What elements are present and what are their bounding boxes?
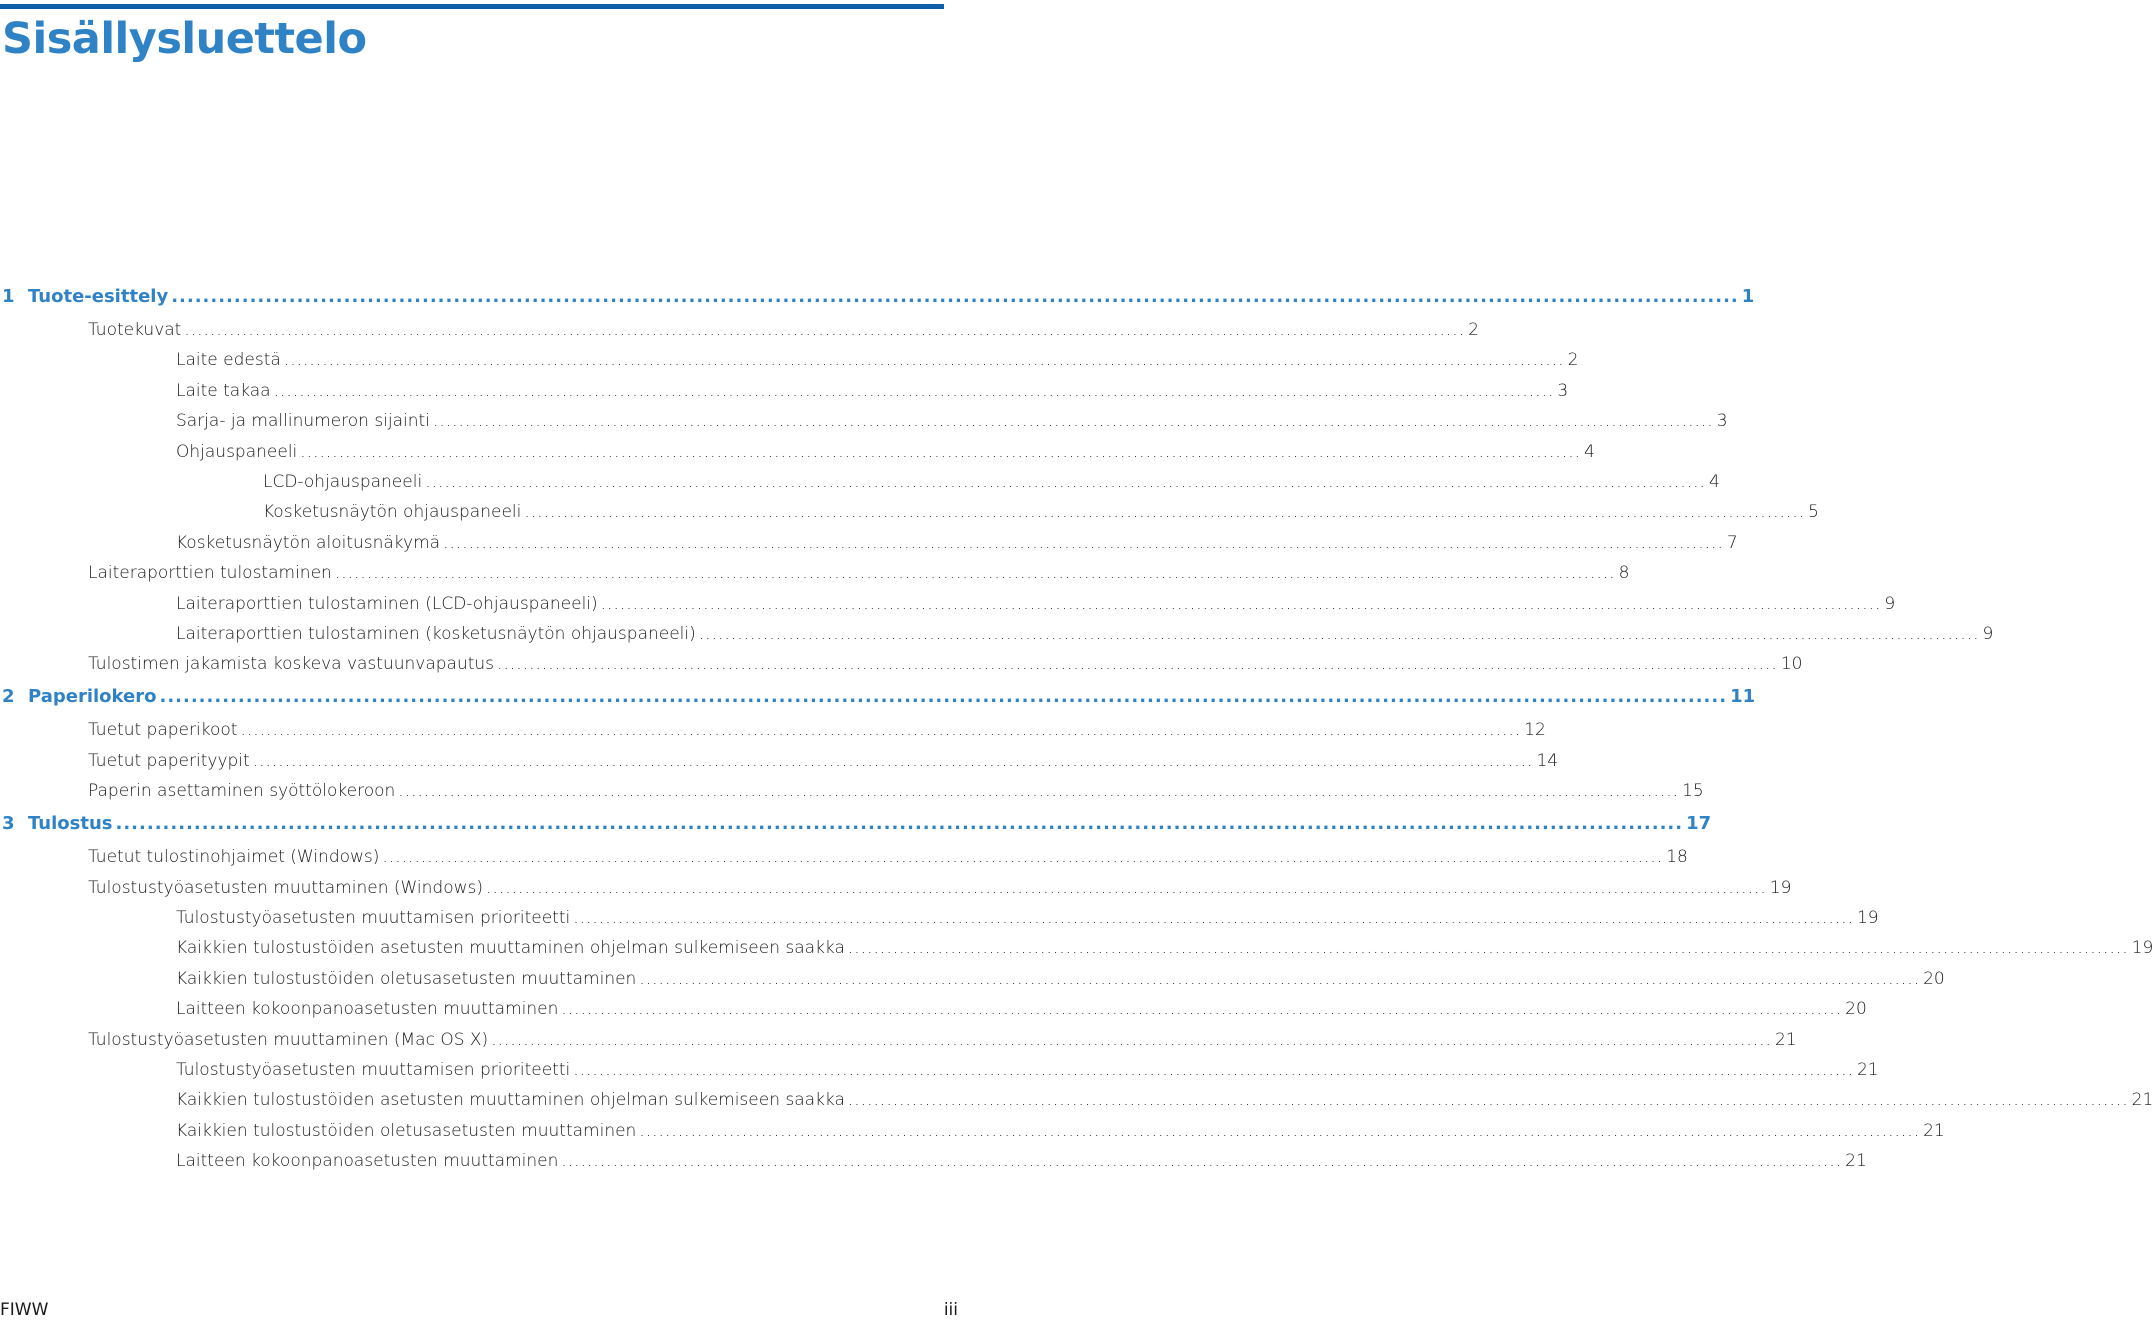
- toc-entry[interactable]: [88, 651, 1803, 677]
- toc-entry-title: LCD-ohjauspaneeli: [263, 472, 423, 492]
- toc-entry-title: Ohjauspaneeli: [176, 441, 298, 462]
- dot-leader: ........................................................................................................................................................................................................: [573, 1060, 1854, 1080]
- toc-entry-title: Laite takaa: [176, 380, 271, 401]
- toc-page-number: 21: [1856, 1060, 1879, 1080]
- dot-leader: ........................................................................................................................................................................................................: [847, 938, 2129, 959]
- toc-entry-title: Laitteen kokoonpanoasetusten muuttaminen: [176, 999, 559, 1020]
- dot-leader: ........................................................................................................................................................................................................: [252, 750, 1534, 771]
- dot-leader: ........................................................................................................................................................................................................: [334, 563, 1616, 584]
- toc-page-number: 17: [1686, 813, 1712, 835]
- toc-entry[interactable]: [176, 591, 1896, 617]
- dot-leader: ........................................................................................................................................................................................................: [240, 720, 1522, 741]
- toc-entry-title: Tuetut paperikoot: [88, 720, 238, 741]
- toc-page-number: 19: [2131, 938, 2153, 959]
- toc-page-number: 21: [2131, 1090, 2153, 1111]
- toc-entry[interactable]: [176, 1087, 2153, 1113]
- dot-leader: ........................................................................................................................................................................................................: [283, 350, 1565, 371]
- toc-entry-title: Laite edestä: [176, 350, 281, 371]
- toc-page-number: 19: [1769, 877, 1792, 898]
- dot-leader: ........................................................................................................................................................................................................: [382, 847, 1664, 868]
- toc-page-number: 11: [1730, 686, 1756, 708]
- dot-leader: ........................................................................................................................................................................................................: [443, 532, 1724, 553]
- toc-entry[interactable]: [176, 1057, 1879, 1083]
- dot-leader: ........................................................................................................................................................................................................: [398, 781, 1680, 802]
- toc-entry-title: Tulostustyöasetusten muuttamisen prioriteetti: [176, 1060, 571, 1080]
- toc-page-number: 1: [1741, 286, 1755, 307]
- toc-page-number: 3: [1557, 380, 1569, 401]
- toc-entry[interactable]: [176, 935, 2153, 961]
- toc-chapter-entry[interactable]: [2, 684, 1756, 710]
- toc-page-number: 12: [1524, 720, 1546, 741]
- dot-leader: ........................................................................................................................................................................................................: [497, 654, 1778, 675]
- dot-leader: ........................................................................................................................................................................................................: [639, 968, 1921, 989]
- dot-leader: ........................................................................................................................................................................................................: [159, 686, 1728, 708]
- dot-leader: ........................................................................................................................................................................................................: [524, 502, 1806, 523]
- toc-entry-title: Tulostustyöasetusten muuttamisen prioriteetti: [176, 908, 571, 928]
- toc-page-number: 9: [1884, 593, 1896, 614]
- toc-entry-title: Tulostustyöasetusten muuttaminen (Windows): [88, 877, 484, 898]
- toc-entry-title: Laitteen kokoonpanoasetusten muuttaminen: [176, 1151, 559, 1172]
- toc-entry-title: Kaikkien tulostustöiden oletusasetusten muuttaminen: [176, 968, 637, 989]
- toc-entry[interactable]: [176, 439, 1595, 465]
- chapter-number: 2: [2, 686, 15, 708]
- toc-entry-title: Kosketusnäytön ohjauspaneeli: [263, 502, 522, 523]
- footer-left: FIWW: [0, 1300, 49, 1320]
- toc-entry[interactable]: [176, 378, 1569, 404]
- toc-entry-title: Tuetut tulostinohjaimet (Windows): [88, 847, 380, 868]
- toc-page-number: 2: [1567, 350, 1579, 371]
- dot-leader: ........................................................................................................................................................................................................: [698, 624, 1980, 644]
- toc-entry[interactable]: [88, 748, 1559, 774]
- toc-chapter-entry[interactable]: [2, 284, 1755, 310]
- toc-entry-title: Tulostimen jakamista koskeva vastuunvapautus: [88, 654, 495, 675]
- toc-page-number: 20: [1845, 999, 1867, 1020]
- toc-entry-title: Tuotekuvat: [88, 320, 182, 340]
- dot-leader: ........................................................................................................................................................................................................: [561, 999, 1843, 1020]
- toc-entry-title: Paperilokero: [28, 686, 157, 708]
- page-title: Sisällysluettelo: [2, 14, 367, 64]
- toc-page-number: 9: [1982, 624, 1994, 644]
- toc-page-number: 7: [1726, 532, 1738, 553]
- dot-leader: ........................................................................................................................................................................................................: [491, 1029, 1772, 1050]
- toc-page-number: 20: [1923, 968, 1945, 989]
- dot-leader: ........................................................................................................................................................................................................: [273, 380, 1555, 401]
- toc-entry[interactable]: [263, 499, 1819, 525]
- toc-entry[interactable]: [263, 469, 1720, 495]
- toc-entry[interactable]: [176, 1148, 1867, 1174]
- dot-leader: ........................................................................................................................................................................................................: [300, 441, 1582, 462]
- dot-leader: ........................................................................................................................................................................................................: [486, 877, 1767, 898]
- toc-entry[interactable]: [88, 1027, 1797, 1053]
- toc-entry-title: Tulostus: [28, 813, 113, 835]
- toc-page-number: 18: [1666, 847, 1688, 868]
- toc-page-number: 5: [1808, 502, 1819, 523]
- footer-page-number: iii: [943, 1300, 958, 1320]
- toc-entry[interactable]: [88, 778, 1704, 804]
- dot-leader: ........................................................................................................................................................................................................: [600, 593, 1882, 614]
- toc-page-number: 19: [1856, 908, 1879, 928]
- toc-entry-title: Sarja- ja mallinumeron sijainti: [176, 411, 430, 432]
- toc-page-number: 2: [1468, 320, 1479, 340]
- toc-page-number: 15: [1682, 781, 1704, 802]
- dot-leader: ........................................................................................................................................................................................................: [561, 1151, 1843, 1172]
- toc-entry-title: Tuote-esittely: [28, 286, 169, 307]
- toc-entry-title: Kaikkien tulostustöiden oletusasetusten muuttaminen: [176, 1120, 637, 1141]
- toc-entry[interactable]: [88, 717, 1546, 743]
- toc-page-number: 21: [1774, 1029, 1797, 1050]
- toc-entry[interactable]: [176, 408, 1728, 434]
- toc-entry-title: Kaikkien tulostustöiden asetusten muuttaminen ohjelman sulkemiseen saakka: [176, 938, 845, 959]
- toc-entry-title: Laiteraporttien tulostaminen (LCD-ohjauspaneeli): [176, 593, 598, 614]
- toc-entry[interactable]: [88, 317, 1479, 343]
- toc-page-number: 10: [1780, 654, 1803, 675]
- toc-entry[interactable]: [88, 560, 1630, 586]
- toc-entry-title: Kosketusnäytön aloitusnäkymä: [176, 532, 441, 553]
- dot-leader: ........................................................................................................................................................................................................: [639, 1120, 1921, 1141]
- toc-entry-title: Tulostustyöasetusten muuttaminen (Mac OS X): [88, 1029, 489, 1050]
- top-rule: [0, 4, 944, 9]
- toc-entry-title: Paperin asettaminen syöttölokeroon: [88, 781, 396, 802]
- toc-entry[interactable]: [176, 996, 1867, 1022]
- chapter-number: 1: [2, 286, 15, 307]
- toc-page-number: 21: [1845, 1151, 1867, 1172]
- toc-entry[interactable]: [176, 530, 1738, 556]
- toc-page-number: 21: [1923, 1120, 1945, 1141]
- toc-entry[interactable]: [176, 905, 1879, 931]
- dot-leader: ........................................................................................................................................................................................................: [171, 286, 1739, 307]
- toc-entry[interactable]: [88, 875, 1792, 901]
- dot-leader: ........................................................................................................................................................................................................: [184, 320, 1466, 340]
- toc-entry[interactable]: [176, 621, 1994, 647]
- dot-leader: ........................................................................................................................................................................................................: [115, 813, 1684, 835]
- toc-entry[interactable]: [176, 1118, 1945, 1144]
- dot-leader: ........................................................................................................................................................................................................: [432, 411, 1714, 432]
- toc-page-number: 4: [1708, 472, 1720, 492]
- toc-entry-title: Laiteraporttien tulostaminen (kosketusnäytön ohjauspaneeli): [176, 624, 696, 644]
- toc-entry-title: Laiteraporttien tulostaminen: [88, 563, 332, 584]
- toc-entry-title: Kaikkien tulostustöiden asetusten muuttaminen ohjelman sulkemiseen saakka: [176, 1090, 845, 1111]
- toc-entry-title: Tuetut paperityypit: [88, 750, 250, 771]
- dot-leader: ........................................................................................................................................................................................................: [425, 472, 1706, 492]
- toc-page-number: 3: [1716, 411, 1728, 432]
- toc-entry[interactable]: [176, 966, 1945, 992]
- toc-chapter-entry[interactable]: [2, 811, 1712, 837]
- chapter-number: 3: [2, 813, 15, 835]
- dot-leader: ........................................................................................................................................................................................................: [847, 1090, 2129, 1111]
- toc-page-number: 8: [1618, 563, 1630, 584]
- dot-leader: ........................................................................................................................................................................................................: [573, 908, 1854, 928]
- toc-page-number: 4: [1584, 441, 1595, 462]
- toc-entry[interactable]: [176, 347, 1579, 373]
- toc-entry[interactable]: [88, 844, 1688, 870]
- toc-page-number: 14: [1536, 750, 1559, 771]
